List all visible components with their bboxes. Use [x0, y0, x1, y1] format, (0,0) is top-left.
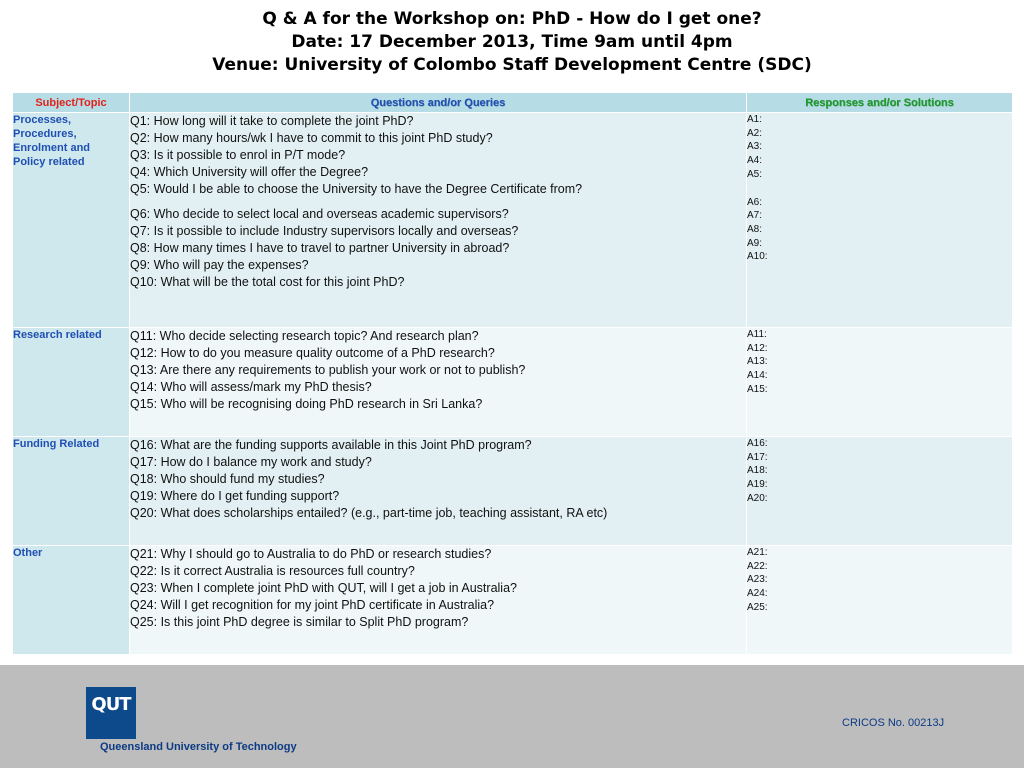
- answer-item: A16:: [747, 438, 768, 449]
- answer-item: A25:: [747, 601, 768, 613]
- answer-item: A14:: [747, 370, 768, 382]
- answer-item: A6:: [747, 196, 763, 208]
- question-item: Q20: What does scholarships entailed? (e.g., part-time job, teaching assistant, RA etc): [130, 506, 608, 520]
- question-item: Q7: Is it possible to include Industry supervisors locally and overseas?: [130, 224, 519, 238]
- questions-cell: [130, 546, 747, 655]
- table-row: [13, 546, 1013, 655]
- question-item: Q24: Will I get recognition for my joint PhD certificate in Australia?: [130, 598, 495, 612]
- subject-cell-processes: [13, 113, 130, 328]
- question-item: Q13: Are there any requirements to publish your work or not to publish?: [130, 363, 526, 377]
- question-item: Q6: Who decide to select local and overseas academic supervisors?: [130, 207, 509, 221]
- question-item: Q25: Is this joint PhD degree is similar to Split PhD program?: [130, 615, 469, 629]
- question-item: Q23: When I complete joint PhD with QUT, will I get a job in Australia?: [130, 581, 517, 595]
- subject-line: Research related: [13, 329, 102, 341]
- answers-cell: [747, 328, 1013, 437]
- answer-item: A17:: [747, 451, 768, 463]
- spacer: [130, 198, 746, 206]
- question-item: Q16: What are the funding supports available in this Joint PhD program?: [130, 438, 532, 452]
- subject-cell-other: [13, 546, 130, 655]
- header-questions: Questions and/or Queries: [130, 93, 747, 113]
- answer-item: A2:: [747, 127, 763, 139]
- question-item: Q12: How to do you measure quality outcome of a PhD research?: [130, 346, 495, 360]
- header-responses: Responses and/or Solutions: [747, 93, 1013, 113]
- answer-item: A18:: [747, 465, 768, 477]
- answer-item: A9:: [747, 237, 763, 249]
- question-item: Q2: How many hours/wk I have to commit to this joint PhD study?: [130, 131, 493, 145]
- answer-item: A11:: [747, 329, 767, 340]
- qa-table: [12, 92, 1013, 655]
- question-item: Q5: Would I be able to choose the University to have the Degree Certificate from?: [130, 182, 583, 196]
- table-row: [13, 113, 1013, 328]
- answer-item: A1:: [747, 114, 763, 125]
- university-name: Queensland University of Technology: [100, 741, 297, 753]
- subject-line: Processes,: [13, 114, 72, 126]
- answers-cell: [747, 113, 1013, 328]
- question-item: Q22: Is it correct Australia is resources full country?: [130, 564, 415, 578]
- question-item: Q10: What will be the total cost for this joint PhD?: [130, 275, 405, 289]
- answer-item: A8:: [747, 223, 763, 235]
- title-line-3: Venue: University of Colombo Staff Development Centre (SDC): [212, 55, 812, 75]
- answer-item: A20:: [747, 492, 768, 504]
- answer-item: A24:: [747, 588, 768, 600]
- question-item: Q15: Who will be recognising doing PhD research in Sri Lanka?: [130, 397, 483, 411]
- question-item: Q1: How long will it take to complete the joint PhD?: [130, 114, 414, 128]
- answer-item: A3:: [747, 141, 763, 153]
- questions-cell: [130, 437, 747, 546]
- question-item: Q4: Which University will offer the Degree?: [130, 165, 369, 179]
- title-line-2: Date: 17 December 2013, Time 9am until 4pm: [291, 32, 733, 52]
- question-item: Q18: Who should fund my studies?: [130, 472, 325, 486]
- answer-item: A13:: [747, 356, 768, 368]
- question-item: Q21: Why I should go to Australia to do PhD or research studies?: [130, 547, 492, 561]
- question-item: Q8: How many times I have to travel to partner University in abroad?: [130, 241, 510, 255]
- question-item: Q9: Who will pay the expenses?: [130, 258, 309, 272]
- answers-cell: [747, 437, 1013, 546]
- subject-cell-funding: [13, 437, 130, 546]
- answer-item: A19:: [747, 479, 768, 491]
- table-row: [13, 437, 1013, 546]
- answer-item: A12:: [747, 342, 768, 354]
- answer-item: A4:: [747, 155, 763, 167]
- answer-item: A22:: [747, 560, 768, 572]
- subject-line: Procedures,: [13, 128, 77, 140]
- answer-item: A5:: [747, 168, 763, 180]
- question-item: Q19: Where do I get funding support?: [130, 489, 340, 503]
- questions-cell: [130, 113, 747, 328]
- subject-cell-research: [13, 328, 130, 437]
- cricos-number: CRICOS No. 00213J: [842, 717, 945, 729]
- question-item: Q3: Is it possible to enrol in P/T mode?: [130, 148, 346, 162]
- subject-line: Policy related: [13, 156, 85, 168]
- spacer: [747, 182, 1012, 196]
- question-item: Q11: Who decide selecting research topic? And research plan?: [130, 329, 479, 343]
- footer-bar: [0, 665, 1024, 768]
- header-subject: Subject/Topic: [13, 93, 130, 113]
- subject-line: Other: [13, 547, 43, 559]
- questions-cell: [130, 328, 747, 437]
- subject-line: Funding Related: [13, 438, 100, 450]
- answer-item: A7:: [747, 210, 763, 222]
- answer-item: A15:: [747, 383, 768, 395]
- table-header-row: [13, 93, 1013, 113]
- answer-item: A23:: [747, 574, 768, 586]
- qut-logo: QUT: [86, 687, 136, 739]
- title-line-1: Q & A for the Workshop on: PhD - How do I get one?: [262, 9, 762, 29]
- subject-line: Enrolment and: [13, 142, 91, 154]
- answers-cell: [747, 546, 1013, 655]
- slide-title: [0, 8, 1024, 77]
- answer-item: A10:: [747, 251, 768, 263]
- table-row: [13, 328, 1013, 437]
- question-item: Q14: Who will assess/mark my PhD thesis?: [130, 380, 372, 394]
- answer-item: A21:: [747, 547, 768, 558]
- question-item: Q17: How do I balance my work and study?: [130, 455, 372, 469]
